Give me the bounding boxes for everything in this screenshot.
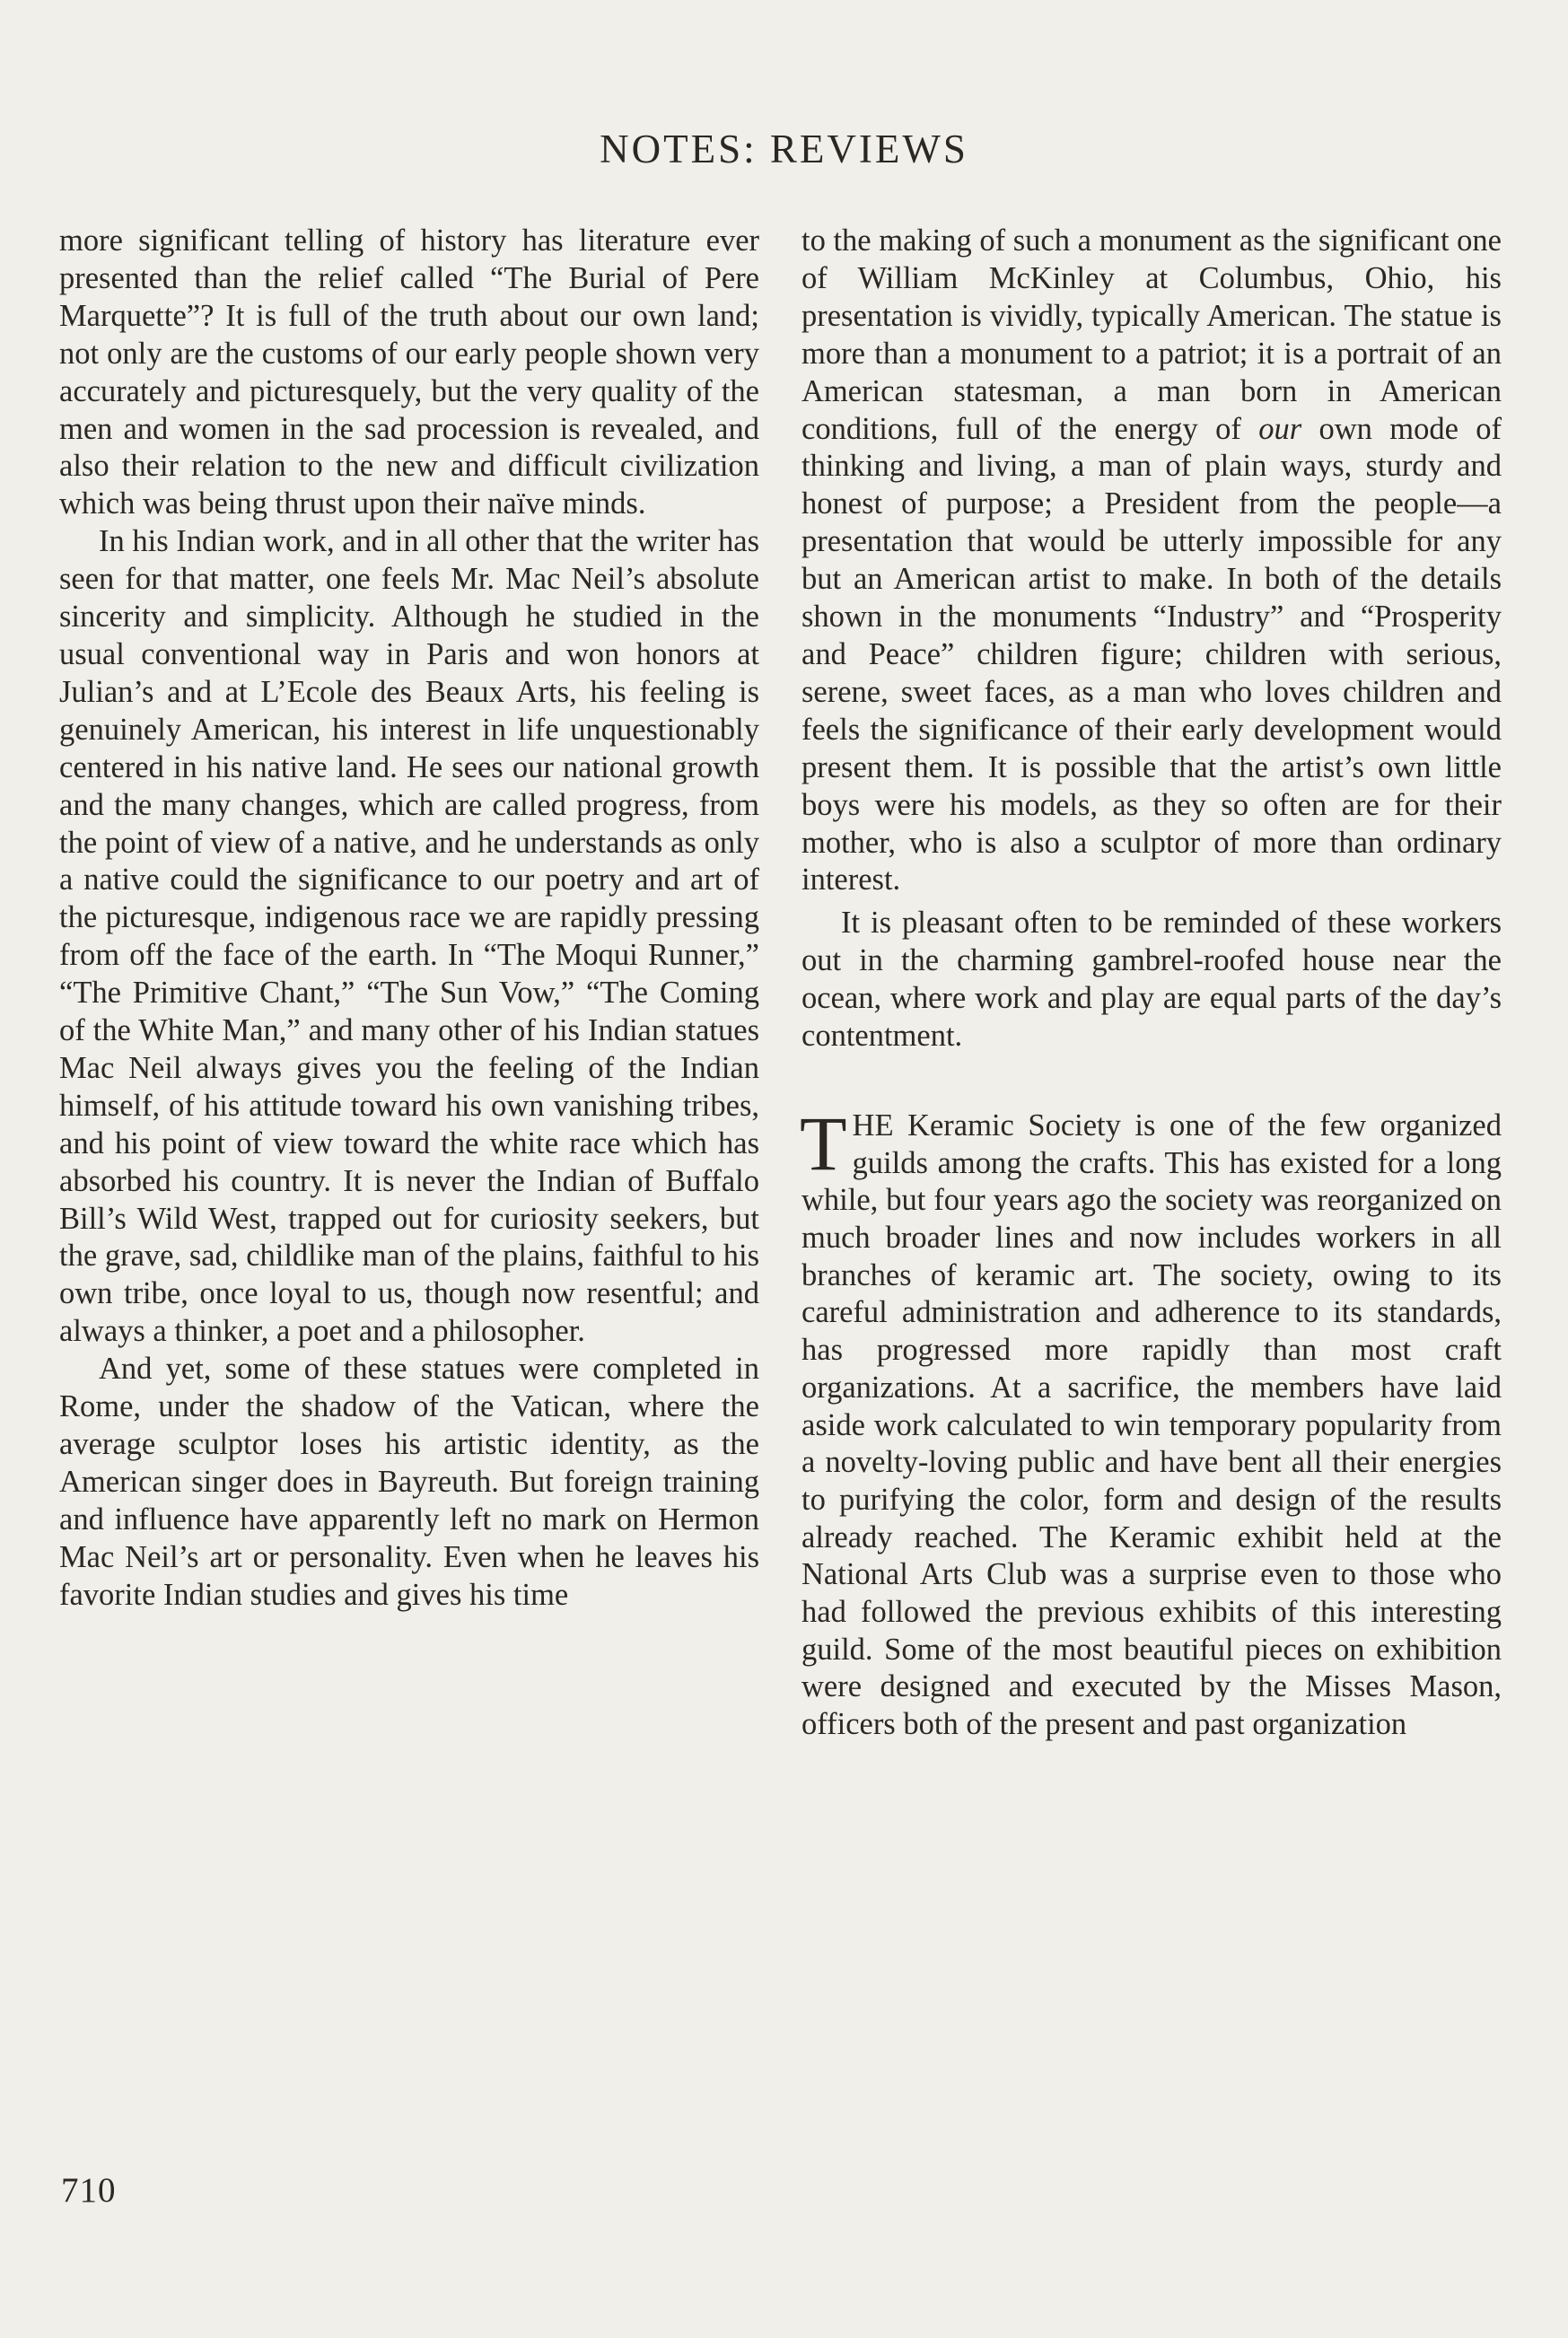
paragraph-indian-work: In his Indian work, and in all other that the writer has seen for that matter, one feels Mr. Mac Neil’s absolute sincerity and simplicity. Although he studied in the usual conventional way in Paris and won honors at Julian’s and at L’Ecole des Beaux Arts, his feeling is genuinely American, his interest in life unquestionably centered in his native land. He sees our national growth and the many changes, which are called progress, from the point of view of a native, and he understands as only a native could the significance to our poetry and art of the picturesque, indigenous race we are rapidly pressing from off the face of the earth. In “The Moqui Runner,” “The Primitive Chant,” “The Sun Vow,” “The Coming of the White Man,” and many other of his Indian statues Mac Neil always gives you the feeling of the Indian himself, of his attitude toward his own vanishing tribes, and his point of view toward the white race which has absorbed his country. It is never the Indian of Buffalo Bill’s Wild West, trapped out for curiosity seekers, but the grave, sad, childlike man of the plains, faithful to his own tribe, once loyal to us, though now resentful; and always a thinker, a poet and a philosopher. [59, 524, 759, 1349]
paragraph-mckinley-monument [802, 223, 1502, 899]
drop-cap-letter: T [800, 1099, 847, 1187]
paragraph-rome-statues: And yet, some of these statues were completed in Rome, under the shadow of the Vatican, where the average sculptor loses his artistic identity, as the American singer does in Bayreuth. But foreign training and influence have apparently left no mark on Hermon Mac Neil’s art or personality. Even when he leaves his favorite Indian studies and gives his time [59, 1352, 759, 1612]
mckinley-text-end: own mode of thinking and living, a man of plain ways, sturdy and honest of purpose; a President from the people—a presentation that would be utterly impossible for any but an American artist to make. In both of the details shown in the monuments “Industry” and “Prosperity and Peace” children figure; children with serious, serene, sweet faces, as a man who loves children and feels the significance of their early development would present them. It is possible that the artist’s own little boys were his models, as they so often are for their mother, who is also a sculptor of more than ordinary interest. [802, 411, 1502, 898]
paragraph-gambrel-house: It is pleasant often to be reminded of these workers out in the charming gambrel-roofed house near the ocean, where work and play are equal parts of the day’s contentment. [802, 906, 1502, 1054]
left-column [59, 223, 759, 1615]
paragraph-keramic-society [800, 1099, 1502, 1744]
paragraph-pere-marquette: more significant telling of history has literature ever presented than the relief called “The Burial of Pere Marquette”? It is full of the truth about our own land; not only are the customs of our early people shown very accurately and picturesquely, but the very quality of the men and women in the sad procession is revealed, and also their relation to the new and difficult civilization which was being thrust upon their naïve minds. [59, 223, 759, 521]
mckinley-text-start: to the making of such a monument as the significant one of William McKinley at Columbus, Ohio, his presentation is vividly, typically American. The statue is more than a monument to a patriot; it is a portrait of an American statesman, a man born in American conditions, full of the energy of [802, 223, 1502, 446]
keramic-society-text: HE Keramic Society is one of the few organized guilds among the crafts. This has existed for a long while, but four years ago the society was reorganized on much broader lines and now includes workers in all branches of keramic art. The society, owing to its careful administration and adherence to its standards, has progressed more rapidly than most craft organizations. At a sacrifice, the members have laid aside work calculated to win temporary popularity from a novelty-loving public and have bent all their energies to purifying the color, form and design of the results already reached. The Keramic exhibit held at the National Arts Club was a surprise even to those who had followed the previous exhibits of this interesting guild. Some of the most beautiful pieces on exhibition were designed and executed by the Misses Mason, officers both of the present and past organization [802, 1108, 1502, 1742]
italic-our: our [1258, 411, 1302, 446]
right-column [802, 223, 1502, 1744]
page-header: NOTES: REVIEWS [600, 127, 968, 171]
page-number: 710 [61, 2171, 117, 2210]
